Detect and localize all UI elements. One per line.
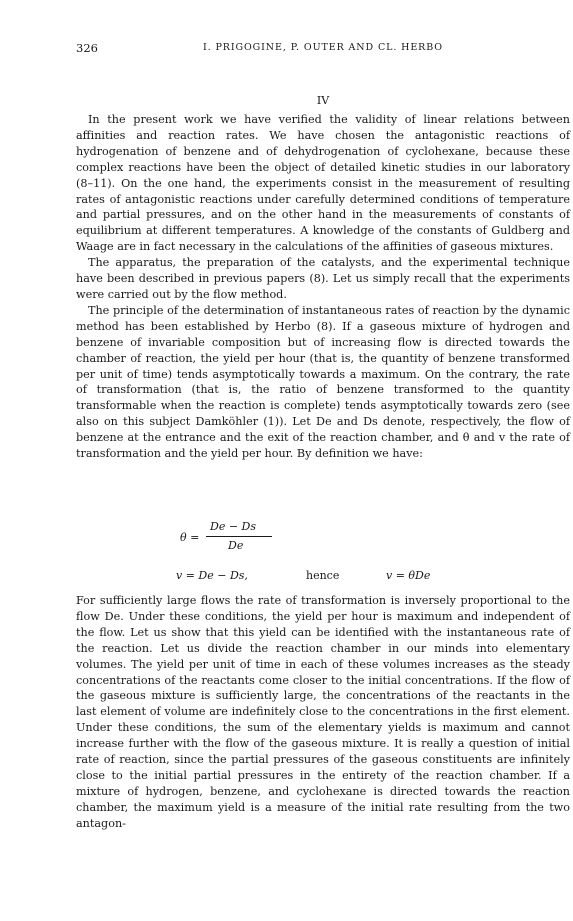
paragraph-intro: In the present work we have verified the validity of linear relations between affinities and reaction rates. We have chosen the antagonistic reactions of hydrogenation of benzene and of dehydrogenation of cyclohexane, because these complex reactions have been the object of detailed kinetic studies in our laboratory (8–11). On the one hand, the experiments consist in the measurement of resulting rates of antagonistic reactions under carefully determined conditions of temperature and partial pressures, and on the other hand in the measurements of constants of equilibrium at different temperatures. A knowledge of the constants of Guldberg and Waage are in fact necessary in the calculations of the affinities of gaseous mixtures.: [76, 113, 570, 254]
body-text-top: [76, 112, 570, 462]
equation-theta: [150, 520, 550, 560]
running-head: I. PRIGOGINE, P. OUTER AND CL. HERBO: [203, 42, 443, 53]
page-number: 326: [76, 41, 98, 55]
equation-theta-denominator: De: [228, 539, 244, 552]
equation-v: [150, 569, 570, 585]
equation-v-definition: v = De − Ds,: [176, 569, 248, 582]
paragraph-apparatus: The apparatus, the preparation of the catalysts, and the experimental technique have been described in previous papers (8). Let us simply recall that the experiments were carried out by the flow method.: [76, 256, 570, 301]
equation-hence: hence: [306, 569, 340, 582]
body-text-bottom: [76, 593, 570, 832]
fraction-bar: [206, 536, 272, 537]
equation-v-theta: v = θDe: [386, 569, 431, 582]
paragraph-flows: For sufficiently large flows the rate of transformation is inversely proportional to the flow De. Under these conditions, the yield per hour is maximum and independent of the flow. Let us show that this yield can be identified with the instantaneous rate of the reaction. Let us divide the reaction chamber in our minds into elementary volumes. The yield per unit of time in each of these volumes increases as the steady concentrations of the reactants come closer to the initial concentrations. If the flow of the gaseous mixture is sufficiently large, the concentrations of the reactants in the last element of volume are indefinitely close to the concentrations in the first element. Under these conditions, the sum of the elementary yields is maximum and cannot increase further with the flow of the gaseous mixture. It is really a question of initial rate of reaction, since the partial pressures of the gaseous constituents are infinitely close to the initial partial pressures in the entirety of the reaction chamber. If a mixture of hydrogen, benzene, and cyclohexane is directed towards the reaction chamber, the maximum yield is a measure of the initial rate resulting from the two antagon-: [76, 594, 570, 830]
section-heading: IV: [316, 94, 330, 107]
equation-theta-numerator: De − Ds: [210, 520, 257, 533]
page-header: [76, 41, 570, 55]
paragraph-principle: The principle of the determination of instantaneous rates of reaction by the dynamic method has been established by Herbo (8). If a gaseous mixture of hydrogen and benzene of invariable composition but of increasing flow is directed towards the chamber of reaction, the yield per hour (that is, the quantity of benzene transformed per unit of time) tends asymptotically towards a maximum. On the contrary, the rate of transformation (that is, the ratio of benzene transformed to the quantity transformable when the reaction is complete) tends asymptotically towards zero (see also on this subject Damköhler (1)). Let De and Ds denote, respectively, the flow of benzene at the entrance and the exit of the reaction chamber, and θ and v the rate of transformation and the yield per hour. By definition we have:: [76, 303, 570, 461]
equation-theta-lhs: θ =: [180, 531, 200, 544]
